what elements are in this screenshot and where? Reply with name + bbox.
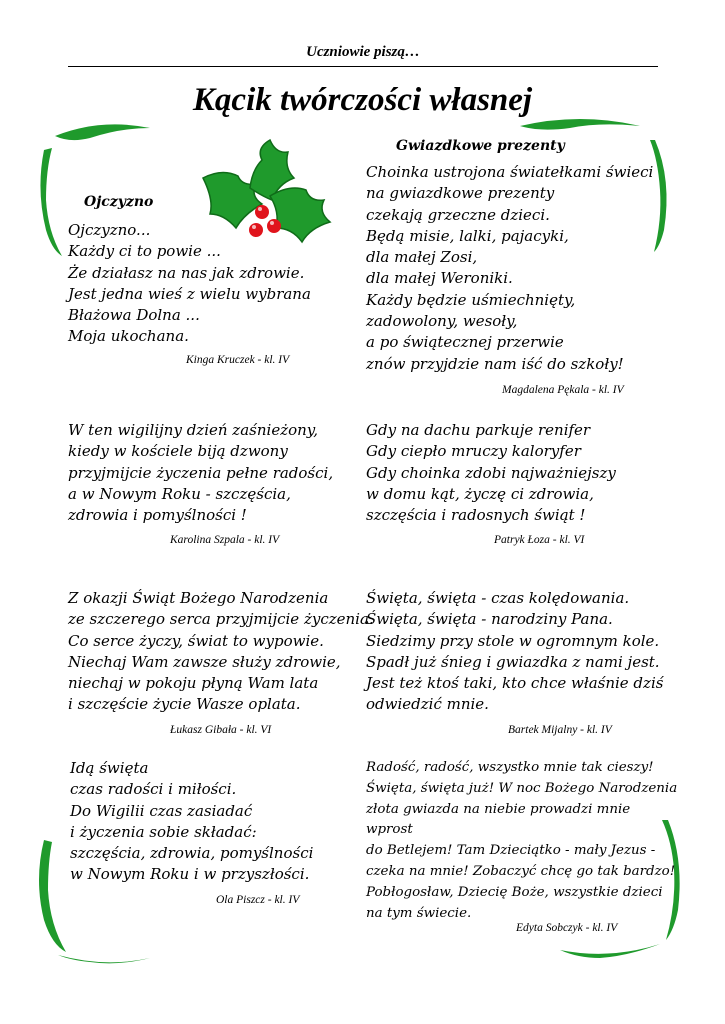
poem-line: złota gwiazda na niebie prowadzi mnie [366, 801, 631, 817]
poem-line: Ojczyzno... [68, 221, 151, 239]
poem-line: Moja ukochana. [68, 327, 189, 346]
swirl-left-lower [39, 840, 66, 952]
header-rule [68, 66, 658, 67]
poem-radosc [366, 758, 677, 924]
poem-title: Gwiazdkowe prezenty [396, 138, 565, 154]
poem-title: Ojczyzno [84, 194, 154, 210]
swirl-bottom-right [560, 944, 660, 958]
poem-line: Do Wigilii czas zasiadać [70, 801, 253, 820]
poem-line: dla małej Zosi, [366, 248, 478, 267]
poem-author: Patryk Łoza - kl. VI [494, 534, 585, 546]
poem-line: w domu kąt, życzę ci zdrowia, [366, 484, 594, 503]
poem-line: Święta, święta - czas kolędowania. [366, 589, 630, 607]
poem-line: wprost [366, 822, 413, 838]
poem-author: Karolina Szpala - kl. IV [170, 534, 280, 546]
poem-line: przyjmijcie życzenia pełne radości, [68, 463, 334, 482]
poem-line: Idą święta [70, 759, 149, 777]
poem-author: Kinga Kruczek - kl. IV [186, 354, 290, 366]
poem-line: niechaj w pokoju płyną Wam lata [68, 674, 319, 693]
poem-line: szczęścia i radosnych świąt ! [366, 506, 586, 525]
poem-author: Edyta Sobczyk - kl. IV [516, 922, 618, 934]
page-title: Kącik twórczości własnej [192, 82, 533, 118]
poem-line: do Betlejem! Tam Dzieciątko - mały Jezus - [366, 843, 656, 859]
poem-line: znów przyjdzie nam iść do szkoły! [366, 354, 624, 373]
poem-line: na tym świecie. [366, 905, 472, 921]
poem-line: Gdy ciepło mruczy kaloryfer [366, 442, 581, 461]
poem-line: czeka na mnie! Zobaczyć chcę go tak bardzo! [366, 863, 676, 879]
poem-line: Pobłogosław, Dziecię Boże, wszystkie dzieci [366, 884, 663, 900]
poem-line: Każdy ci to powie ... [68, 242, 221, 261]
poem-line: a w Nowym Roku - szczęścia, [68, 484, 291, 503]
poem-line: W ten wigilijny dzień zaśnieżony, [68, 421, 319, 439]
poem-line: i szczęście życie Wasze oplata. [68, 695, 301, 714]
poem-line: kiedy w kościele biją dzwony [68, 442, 288, 461]
poem-ojczyzno [68, 220, 311, 348]
poem-line: czekają grzeczne dzieci. [366, 205, 550, 224]
poem-line: ze szczerego serca przyjmijcie życzenia. [68, 610, 374, 629]
poem-line: Jest też ktoś taki, kto chce właśnie dziś [366, 674, 664, 693]
poem-line: Święta, święta już! W noc Bożego Narodzenia [366, 780, 678, 796]
poem-line: czas radości i miłości. [70, 780, 237, 799]
poem-line: Radość, radość, wszystko mnie tak cieszy! [366, 760, 654, 775]
poem-line: a po świątecznej przerwie [366, 333, 564, 352]
poem-line: Siedzimy przy stole w ogromnym kole. [366, 631, 660, 650]
swirl-top-left [55, 124, 150, 140]
poem-line: Niechaj Wam zawsze służy zdrowie, [68, 652, 341, 671]
poem-line: Święta, święta - narodziny Pana. [366, 610, 613, 629]
poem-line: Z okazji Świąt Bożego Narodzenia [68, 589, 329, 607]
poem-line: Choinka ustrojona światełkami świeci [366, 163, 654, 181]
poem-boze-narodzenie [68, 588, 374, 716]
poem-line: szczęścia, zdrowia, pomyślności [70, 844, 314, 863]
poem-gwiazdkowe-prezenty [366, 162, 653, 375]
poem-line: zadowolony, wesoły, [366, 312, 518, 331]
poem-line: Gdy choinka zdobi najważniejszy [366, 463, 616, 482]
poem-line: Błażowa Dolna ... [68, 306, 200, 325]
poem-line: Będą misie, lalki, pajacyki, [366, 226, 569, 245]
swirl-bottom-left [58, 955, 150, 963]
poem-line: Każdy będzie uśmiechnięty, [366, 290, 576, 309]
poem-line: w Nowym Roku i w przyszłości. [70, 865, 310, 884]
poem-author: Bartek Mijalny - kl. IV [508, 724, 612, 736]
poem-line: Że działasz na nas jak zdrowie. [68, 263, 305, 282]
poem-line: zdrowia i pomyślności ! [68, 506, 247, 525]
page-header: Uczniowie piszą… [306, 44, 420, 60]
poem-author: Magdalena Pękala - kl. IV [502, 384, 624, 396]
swirl-top-right [520, 119, 640, 130]
poem-line: Co serce życzy, świat to wypowie. [68, 631, 324, 650]
poem-author: Ola Piszcz - kl. IV [216, 894, 300, 906]
poem-line: Gdy na dachu parkuje renifer [366, 421, 591, 439]
poem-koledowanie [366, 588, 663, 716]
poem-line: na gwiazdkowe prezenty [366, 184, 555, 203]
poem-wigilijny [68, 420, 333, 526]
swirl-left-upper [40, 148, 62, 256]
poem-line: Jest jedna wieś z wielu wybrana [68, 284, 311, 303]
poem-line: i życzenia sobie składać: [70, 822, 257, 841]
poem-ida-swieta [70, 758, 313, 886]
poem-line: dla małej Weroniki. [366, 269, 513, 288]
poem-renifer [366, 420, 616, 526]
poem-line: odwiedzić mnie. [366, 695, 489, 714]
poem-line: Spadł już śnieg i gwiazdka z nami jest. [366, 652, 660, 671]
poem-author: Łukasz Gibała - kl. VI [170, 724, 272, 736]
